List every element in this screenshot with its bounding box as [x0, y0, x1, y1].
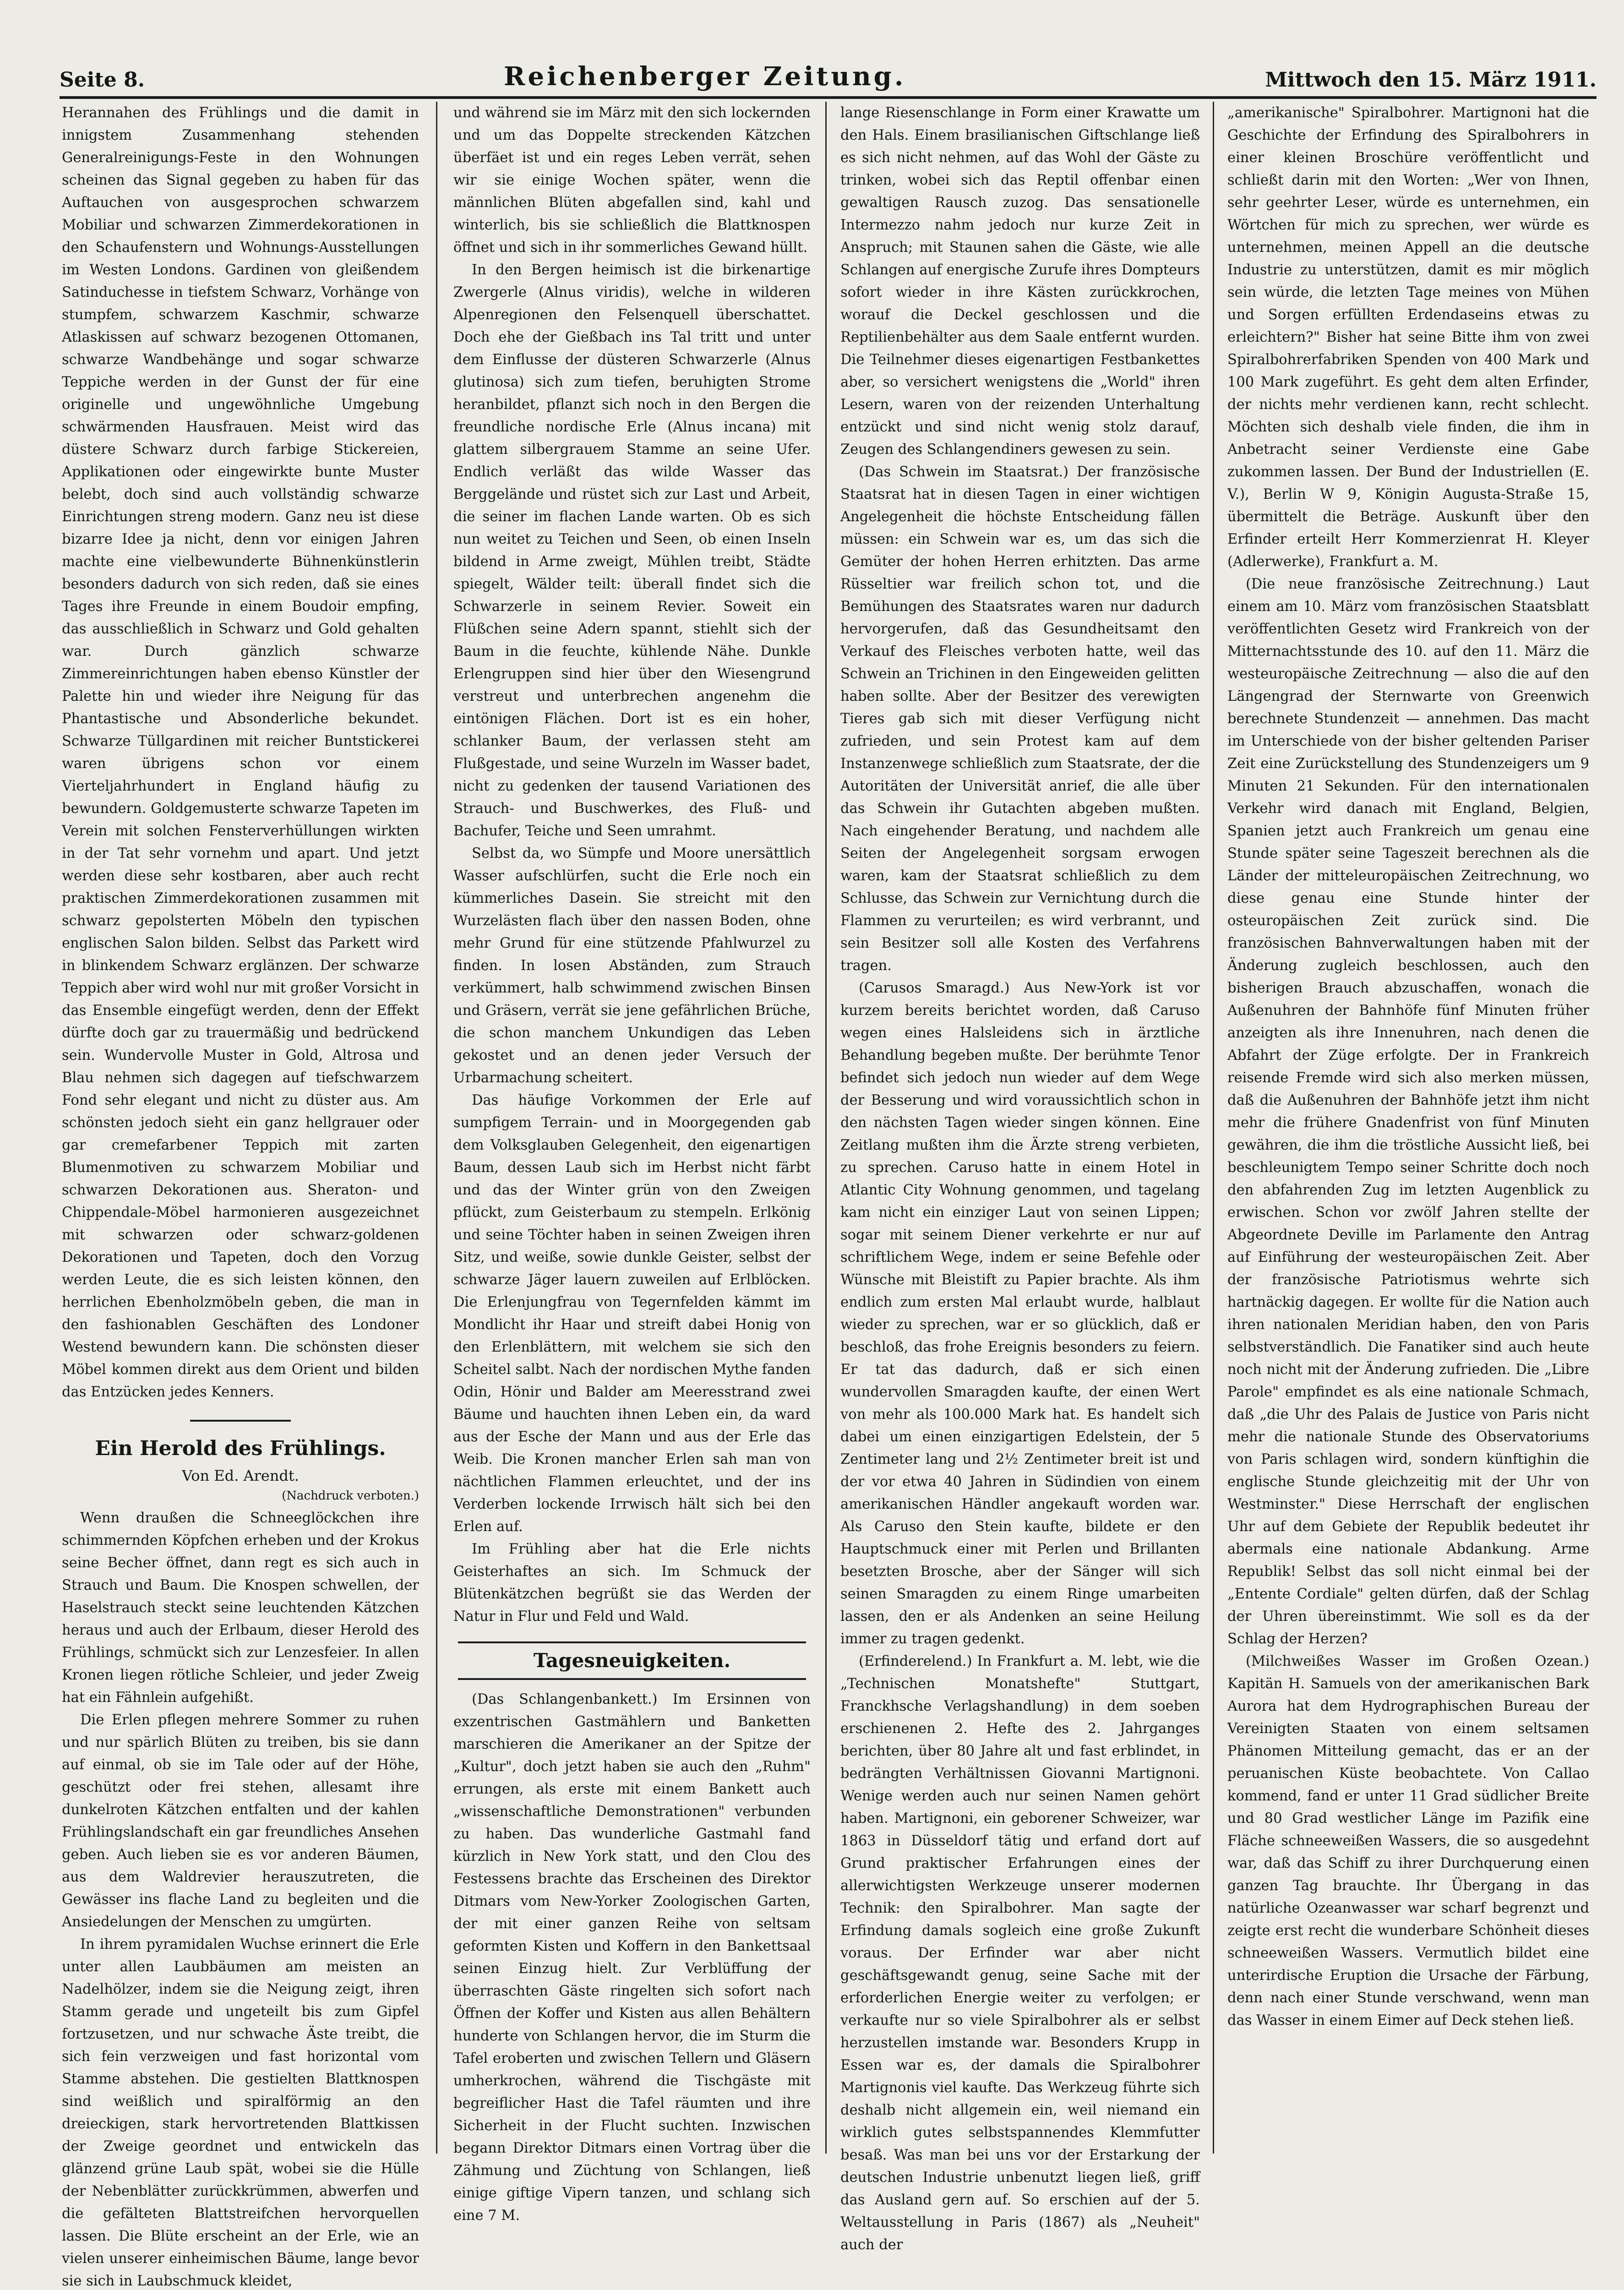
column-divider — [1213, 102, 1214, 2154]
section-header — [458, 1641, 806, 1680]
page-number: Seite 8. — [60, 68, 145, 92]
article-paragraph: Die Erlen pflegen mehrere Sommer zu ruhen und nur spärlich Blüten zu treiben, bis sie dann auf einmal, ob sie im Tale oder auf der Höhe, geschützt oder frei stehen, allesamt ihre dunkelroten Kätzchen entfalten und der kahlen Frühlingslandschaft ein gar freundliches Ansehen geben. Auch lieben sie es vor anderen Bäumen, aus dem Waldrevier herauszutreten, die Gewässer ins flache Land zu begleiten und die Ansiedelungen der Menschen zu umgürten. — [62, 1712, 419, 1930]
column-1 — [62, 102, 419, 2289]
article-paragraph: Im Frühling aber hat die Erle nichts Geisterhaftes an sich. Im Schmuck der Blütenkätzchen begrüßt sie das Werden der Natur in Flur und Feld und Wald. — [453, 1541, 811, 1625]
article-divider — [190, 1420, 291, 1422]
news-item: (Das Schlangenbankett.) Im Ersinnen von exzentrischen Gastmählern und Banketten marschieren die Amerikaner an der Spitze der „Kultur", doch jetzt haben sie auch den „Ruhm" errungen, als erste mit einem Bankett auch „wissenschaftliche Demonstrationen" verbunden zu haben. Das wunderliche Gastmahl fand kürzlich in New York statt, und den Clou des Festessens brachte das Erscheinen des Direktor Ditmars vom New-Yorker Zoologischen Garten, der mit einer ganzen Reihe von seltsam geformten Kisten und Koffern in den Bankettsaal seinen Einzug hielt. Zur Verblüffung der überraschten Gäste ringelten sich sofort nach Öffnen der Koffer und Kisten aus allen Behältern hunderte von Schlangen hervor, die im Sturm die Tafel eroberten und zwischen Tellern und Gläsern umherkrochen, während die Tischgäste mit begreiflicher Hast die Tafel räumten und ihre Sicherheit in der Flucht suchten. Inzwischen begann Direktor Ditmars einen Vortrag über die Zähmung und Züchtung von Schlangen, ließ einige giftige Vipern tanzen, und schlang sich eine 7 M. — [453, 1691, 811, 2224]
column-3 — [840, 102, 1200, 2253]
column-divider — [825, 102, 827, 2154]
section-title: Tagesneuigkeiten. — [533, 1649, 731, 1672]
newspaper-title: Reichenberger Zeitung. — [503, 61, 906, 92]
reprint-note: (Nachdruck verboten.) — [282, 1489, 419, 1503]
news-item: (Carusos Smaragd.) Aus New-York ist vor kurzem bereits berichtet worden, daß Caruso wegen eines Halsleidens sich in ärztliche Behandlung begeben mußte. Der berühmte Tenor befindet sich jedoch nun wieder auf dem Wege der Besserung und wird voraussichtlich schon in den nächsten Tagen wieder singen können. Eine Zeitlang mußten ihm die Ärzte streng verbieten, zu sprechen. Caruso hatte in einem Hotel in Atlantic City Wohnung genommen, und tagelang kam nicht ein einziger Laut von seinen Lippen; sogar mit seinem Diener verkehrte er nur auf schriftlichem Wege, indem er seine Befehle oder Wünsche mit Bleistift zu Papier brachte. Als ihm endlich zum ersten Mal erlaubt wurde, halblaut wieder zu sprechen, war er so glücklich, daß er beschloß, das frohe Ereignis besonders zu feiern. Er tat das dadurch, daß er sich einen wundervollen Smaragden kaufte, der einen Wert von mehr als 100.000 Mark hat. Es handelt sich dabei um einen einzigartigen Edelstein, der 5 Zentimeter lang und 2½ Zentimeter breit ist und der vor etwa 40 Jahren in Südindien von einem amerikanischen Händler angekauft worden war. Als Caruso den Stein kaufte, bildete er den Hauptschmuck einer mit Perlen und Brillanten besetzten Brosche, aber der Sänger will sich seinen Smaragden zu einem Ringe umarbeiten lassen, den er als Andenken an seine Heilung immer zu tragen gedenkt. — [840, 980, 1200, 1647]
issue-date: Mittwoch den 15. März 1911. — [1265, 68, 1597, 92]
news-item: (Milchweißes Wasser im Großen Ozean.) Kapitän H. Samuels von der amerikanischen Bark Aurora hat dem Hydrographischen Bureau der Vereinigten Staaten von einem seltsamen Phänomen Mitteilung gemacht, das er an der peruanischen Küste beobachtete. Von Callao kommend, fand er unter 11 Grad südlicher Breite und 80 Grad westlicher Länge im Pazifik eine Fläche schneeweißen Wassers, die so ausgedehnt war, daß das Schiff zu ihrer Durchquerung einen ganzen Tag brauchte. Ihr Übergang in das natürliche Ozeanwasser war scharf begrenzt und zeigte erst recht die wunderbare Schönheit dieses schneeweißen Wassers. Vermutlich bildet eine unterirdische Eruption die Ursache der Färbung, denn nach einer Stunde verschwand, wenn man das Wasser in einem Eimer auf Deck stehen ließ. — [1227, 1653, 1589, 2028]
article-paragraph: Das häufige Vorkommen der Erle auf sumpfigem Terrain- und in Moorgegenden gab dem Volksglauben Gelegenheit, den eigenartigen Baum, dessen Laub sich im Herbst nicht färbt und das der Winter grün von den Zweigen pflückt, zum Geisterbaum zu stempeln. Erlkönig und seine Töchter haben in seinen Zweigen ihren Sitz, und weiße, sowie dunkle Geister, selbst der schwarze Jäger lauern zuweilen auf Erlblöcken. Die Erlenjungfrau von Tegernfelden kämmt im Mondlicht ihr Haar und streift dabei Honig von den Erlenblättern, mit welchem sie sich den Scheitel salbt. Nach der nordischen Mythe fanden Odin, Hönir und Balder am Meeresstrand zwei Bäume und hauchten ihnen Leben ein, da ward aus der Esche der Mann und aus der Erle das Weib. Die Kronen mancher Erlen sah man von nächtlichen Flammen erleuchtet, und der ins Verderben lockende Irrwisch hält sich bei den Erlen auf. — [453, 1092, 811, 1535]
article-paragraph: Selbst da, wo Sümpfe und Moore unersättlich Wasser aufschlürfen, sucht die Erle noch ein kümmerliches Dasein. Sie streicht mit den Wurzelästen flach über den nassen Boden, ohne mehr Grund für eine stützende Pfahlwurzel zu finden. In losen Abständen, zum Strauch verkümmert, halb schwimmend zwischen Binsen und Gräsern, verrät sie jene gefährlichen Brüche, die schon manchem Unkundigen das Leben gekostet und an denen jeder Versuch der Urbarmachung scheitert. — [453, 845, 811, 1086]
news-item: „amerikanische" Spiralbohrer. Martignoni hat die Geschichte der Erfindung des Spiralbohrers in einer kleinen Broschüre veröffentlicht und schließt darin mit den Worten: „Wer von Ihnen, sehr geehrter Leser, würde es unternehmen, ein Wörtchen für mich zu sprechen, wer würde es unternehmen, meinen Appell an die deutsche Industrie zu unterstützen, damit es mir möglich sein würde, die letzten Tage meines von Mühen und Sorgen erfüllten Erdendaseins etwas zu erleichtern?" Bisher hat seine Bitte ihm von zwei Spiralbohrerfabriken Spenden von 400 Mark und 100 Mark zugeführt. Es geht dem alten Erfinder, der nichts mehr verdienen kann, recht schlecht. Möchten sich deshalb viele finden, die ihm in Anbetracht seiner Verdienste eine Gabe zukommen lassen. Der Bund der Industriellen (E. V.), Berlin W 9, Königin Augusta-Straße 15, übermittelt die Beträge. Auskunft über den Erfinder erteilt Herr Kommerzienrat H. Kleyer (Adlerwerke), Frankfurt a. M. — [1227, 105, 1589, 570]
article-title: Ein Herold des Frühlings. — [95, 1437, 386, 1460]
article-paragraph: Herannahen des Frühlings und die damit in innigstem Zusammenhang stehenden Generalreinigungs-Feste in den Wohnungen scheinen das Signal gegeben zu haben für das Auftauchen von ausgesprochen schwarzem Mobiliar und schwarzen Zimmerdekorationen in den Schaufenstern und Wohnungs-Ausstellungen im Westen Londons. Gardinen von gleißendem Satinduchesse in tiefstem Schwarz, Vorhänge von stumpfem, schwarzem Kaschmir, schwarze Atlaskissen auf schwarz bezogenen Ottomanen, schwarze Wandbehänge und sogar schwarze Teppiche werden in der Gunst der für eine originelle und ungewöhnliche Umgebung schwärmenden Hausfrauen. Meist wird das düstere Schwarz durch farbige Stickereien, Applikationen oder eingewirkte bunte Muster belebt, doch sind auch vollständig schwarze Einrichtungen streng modern. Ganz neu ist diese bizarre Idee ja nicht, denn vor einigen Jahren machte eine vielbewunderte Bühnenkünstlerin besonders dadurch von sich reden, daß sie eines Tages ihre Freunde in einem Boudoir empfing, das ausschließlich in Schwarz und Gold gehalten war. Durch gänzlich schwarze Zimmereinrichtungen haben ebenso Künstler der Palette hin und wieder ihre Neigung für das Phantastische und Absonderliche bekundet. Schwarze Tüllgardinen mit reicher Buntstickerei waren übrigens schon vor einem Vierteljahrhundert in England häufig zu bewundern. Goldgemusterte schwarze Tapeten im Verein mit solchen Fensterverhüllungen wirkten in der Tat sehr vornehm und apart. Und jetzt werden diese sehr kostbaren, aber auch recht praktischen Zimmerdekorationen zusammen mit schwarz gepolsterten Möbeln den typischen englischen Salon bilden. Selbst das Parkett wird in blinkendem Schwarz erglänzen. Der schwarze Teppich aber wird wohl nur mit großer Vorsicht in das Ensemble eingefügt werden, denn der Effekt dürfte doch gar zu trauermäßig und bedrückend sein. Wundervolle Muster in Gold, Altrosa und Blau nehmen sich dagegen auf tiefschwarzem Fond sehr elegant und nicht zu düster aus. Am schönsten jedoch sieht ein ganz hellgrauer oder gar cremefarbener Teppich mit zarten Blumenmotiven zu schwarzem Mobiliar und schwarzen Dekorationen aus. Sheraton- und Chippendale-Möbel harmonieren ausgezeichnet mit schwarzen oder schwarz-goldenen Dekorationen und Tapeten, doch den Vorzug werden Leute, die es sich leisten können, den herrlichen Ebenholzmöbeln geben, die man in den fashionablen Geschäften des Londoner Westend bewundern kann. Die schönsten dieser Möbel kommen direkt aus dem Orient und bilden das Entzücken jedes Kenners. — [62, 105, 419, 1400]
page-header — [60, 54, 1597, 99]
column-divider — [436, 102, 437, 2154]
article-paragraph: In ihrem pyramidalen Wuchse erinnert die Erle unter allen Laubbäumen am meisten an Nadelhölzer, indem sie die Neigung zeigt, ihren Stamm gerade und ungeteilt bis zum Gipfel fortzusetzen, und nur schwache Äste treibt, die sich fein verzweigen und fast horizontal vom Stamme abstehen. Die gestielten Blattknospen sind weißlich und spiralförmig an den dreieckigen, stark hervortretenden Blattkissen der Zweige geordnet und entwickeln das glänzend grüne Laub spät, wobei sie die Hülle der Nebenblätter zurückkrümmen, abwerfen und die gefälteten Blattstreifchen hervorquellen lassen. Die Blüte erscheint an der Erle, wie an vielen unserer einheimischen Bäume, lange bevor sie sich in Laubschmuck kleidet, — [62, 1936, 419, 2289]
article-paragraph: Wenn draußen die Schneeglöckchen ihre schimmernden Köpfchen erheben und der Krokus seine Becher öffnet, dann regt es sich auch in Strauch und Baum. Die Knospen schwellen, der Haselstrauch steckt seine leuchtenden Kätzchen heraus und auch der Erlbaum, dieser Herold des Frühlings, schmückt sich zur Lenzesfeier. In allen Kronen liegen rötliche Schleier, und jeder Zweig hat ein Fähnlein aufgehißt. — [62, 1510, 419, 1706]
article-paragraph: und während sie im März mit den sich lockernden und um das Doppelte streckenden Kätzchen überfäet ist und ein reges Leben verrät, sehen wir sie einige Wochen später, wenn die männlichen Blüten abgefallen sind, kahl und winterlich, bis sie schließlich die Blattknospen öffnet und sich in ihr sommerliches Gewand hüllt. — [453, 105, 811, 256]
article-byline: Von Ed. Arendt. — [182, 1467, 299, 1484]
column-4 — [1227, 102, 1589, 2154]
news-item: lange Riesenschlange in Form einer Krawatte um den Hals. Einem brasilianischen Giftschlange ließ es sich nicht nehmen, auf das Wohl der Gäste zu trinken, wobei sich das Reptil offenbar einen gewaltigen Rausch zuzog. Das sensationelle Intermezzo nahm jedoch nur kurze Zeit in Anspruch; mit Staunen sahen die Gäste, wie alle Schlangen auf energische Zurufe ihres Dompteurs sofort wieder in ihre Kästen zurückkrochen, worauf die Deckel geschlossen und die Reptilienbehälter aus dem Saale entfernt wurden. Die Teilnehmer dieses eigenartigen Festbankettes aber, so versichert wenigstens die „World" ihren Lesern, waren von der reizenden Unterhaltung entzückt und sind nicht wenig stolz darauf, Zeugen des Schlangendiners gewesen zu sein. — [840, 105, 1200, 458]
news-item: (Die neue französische Zeitrechnung.) Laut einem am 10. März vom französischen Staatsblatt veröffentlichten Gesetz wird Frankreich von der Mitternachtsstunde des 10. auf den 11. März die westeuropäische Zeitrechnung — also die auf den Längengrad der Sternwarte von Greenwich berechnete Stundenzeit — annehmen. Das macht im Unterschiede von der bisher geltenden Pariser Zeit eine Zurückstellung des Stundenzeigers um 9 Minuten 21 Sekunden. Für den internationalen Verkehr wird danach mit England, Belgien, Spanien jetzt auch Frankreich um genau eine Stunde später seine Tageszeit berechnen als die Länder der mitteleuropäischen Zeitrechnung, wo diese genau eine Stunde hinter der osteuropäischen Zeit zurück sind. Die französischen Bahnverwaltungen haben mit der Änderung zugleich beschlossen, auch den bisherigen Brauch abzuschaffen, wonach die Außenuhren der Bahnhöfe fünf Minuten früher anzeigten als ihre Innenuhren, nach denen die Abfahrt der Züge erfolgte. Der in Frankreich reisende Fremde wird sich also merken müssen, daß die Außenuhren der Bahnhöfe jetzt ihm nicht mehr die frühere Gnadenfrist von fünf Minuten gewähren, die ihm die tröstliche Aussicht ließ, bei beschleunigtem Tempo seiner Schritte doch noch den abfahrenden Zug im letzten Augenblick zu erwischen. Schon vor zwölf Jahren stellte der Abgeordnete Deville im Parlamente den Antrag auf Einführung der westeuropäischen Zeit. Aber der französische Patriotismus wehrte sich hartnäckig dagegen. Er wollte für die Nation auch ihren nationalen Meridian haben, den von Paris selbstverständlich. Die Fanatiker sind auch heute noch nicht mit der Änderung zufrieden. Die „Libre Parole" empfindet es als eine nationale Schmach, daß „die Uhr des Palais de Justice von Paris nicht mehr die nationale Stunde des Observatoriums von Paris schlagen wird, sondern künftighin die englische Stunde gleichzeitig mit der Uhr von Westminster." Diese Herrschaft der englischen Uhr auf dem Gebiete der Republik bedeutet ihr abermals eine nationale Abdankung. Arme Republik! Selbst das soll nicht einmal bei der „Entente Cordiale" gelten dürfen, daß der Schlag der Uhren übereinstimmt. Wie soll es da der Schlag der Herzen? — [1227, 576, 1589, 1647]
article-paragraph: In den Bergen heimisch ist die birkenartige Zwergerle (Alnus viridis), welche in wilderen Alpenregionen den Felsenquell überschattet. Doch ehe der Gießbach ins Tal tritt und unter dem Einflusse der düsteren Schwarzerle (Alnus glutinosa) sich zum tiefen, beruhigten Strome heranbildet, pflanzt sich noch in den Bergen die freundliche nordische Erle (Alnus incana) mit glattem silbergrauem Stamme an seine Ufer. Endlich verläßt das wilde Wasser das Berggelände und rüstet sich zur Last und Arbeit, die seiner im flachen Lande warten. Ob es sich nun weitet zu Teichen und Seen, ob einen Inseln bildend in Arme zweigt, Mühlen treibt, Städte spiegelt, Wälder teilt: überall findet sich die Schwarzerle in seinem Revier. Soweit ein Flüßchen seine Adern spannt, stiehlt sich der Baum in die feuchte, kühlende Nähe. Dunkle Erlengruppen sind hier über den Wiesengrund verstreut und unterbrechen angenehm die eintönigen Flächen. Dort ist es ein hoher, schlanker Baum, der verlassen steht am Flußgestade, und seine Wurzeln im Wasser badet, nicht zu gedenken der tausend Variationen des Strauch- und Buschwerkes, des Fluß- und Bachufer, Teiche und Seen umrahmt. — [453, 262, 811, 839]
column-2 — [453, 102, 811, 2224]
news-item: (Erfinderelend.) In Frankfurt a. M. lebt, wie die „Technischen Monatshefte" Stuttgart, Franckhsche Verlagshandlung) in dem soeben erschienenen 2. Hefte des 2. Jahrganges berichten, über 80 Jahre alt und fast erblindet, in bedrängten Verhältnissen Giovanni Martignoni. Wenige werden auch nur seinen Namen gehört haben. Martignoni, ein geborener Schweizer, war 1863 in Düsseldorf tätig und erfand dort auf Grund praktischer Erfahrungen eines der allerwichtigsten Werkzeuge unserer modernen Technik: den Spiralbohrer. Man sagte der Erfindung damals sogleich eine große Zukunft voraus. Der Erfinder war aber nicht geschäftsgewandt genug, seine Sache mit der erforderlichen Energie weiter zu verfolgen; er verkaufte nur so viele Spiralbohrer als er selbst herzustellen imstande war. Besonders Krupp in Essen war es, der damals die Spiralbohrer Martignonis viel kaufte. Das Werkzeug führte sich deshalb nicht allgemein ein, weil niemand ein wirklich gutes selbstspannendes Klemmfutter besaß. Was man bei uns vor der Erstarkung der deutschen Industrie unbenutzt liegen ließ, griff das Ausland gern auf. So erschien auf der 5. Weltausstellung in Paris (1867) als „Neuheit" auch der — [840, 1653, 1200, 2253]
news-item: (Das Schwein im Staatsrat.) Der französische Staatsrat hat in diesen Tagen in einer wichtigen Angelegenheit die höchste Entscheidung fällen müssen: ein Schwein war es, um das sich die Gemüter der hohen Herren erhitzten. Das arme Rüsseltier war freilich schon tot, und die Bemühungen des Staatsrates waren nur dadurch hervorgerufen, daß das Gesundheitsamt den Verkauf des Fleisches verboten hatte, weil das Schwein an Trichinen in den Eingeweiden gelitten haben sollte. Aber der Besitzer des verewigten Tieres gab sich mit dieser Verfügung nicht zufrieden, und sein Protest kam auf dem Instanzenwege schließlich zum Staatsrate, der die Autoritäten der Universität anrief, die alle über das Schwein ihr Gutachten abgeben mußten. Nach eingehender Beratung, und nachdem alle Seiten der Angelegenheit sorgsam erwogen waren, kam der Staatsrat schließlich zu dem Schlusse, das Schwein zur Vernichtung durch die Flammen zu verurteilen; es wird verbrannt, und sein Besitzer soll alle Kosten des Verfahrens tragen. — [840, 464, 1200, 974]
